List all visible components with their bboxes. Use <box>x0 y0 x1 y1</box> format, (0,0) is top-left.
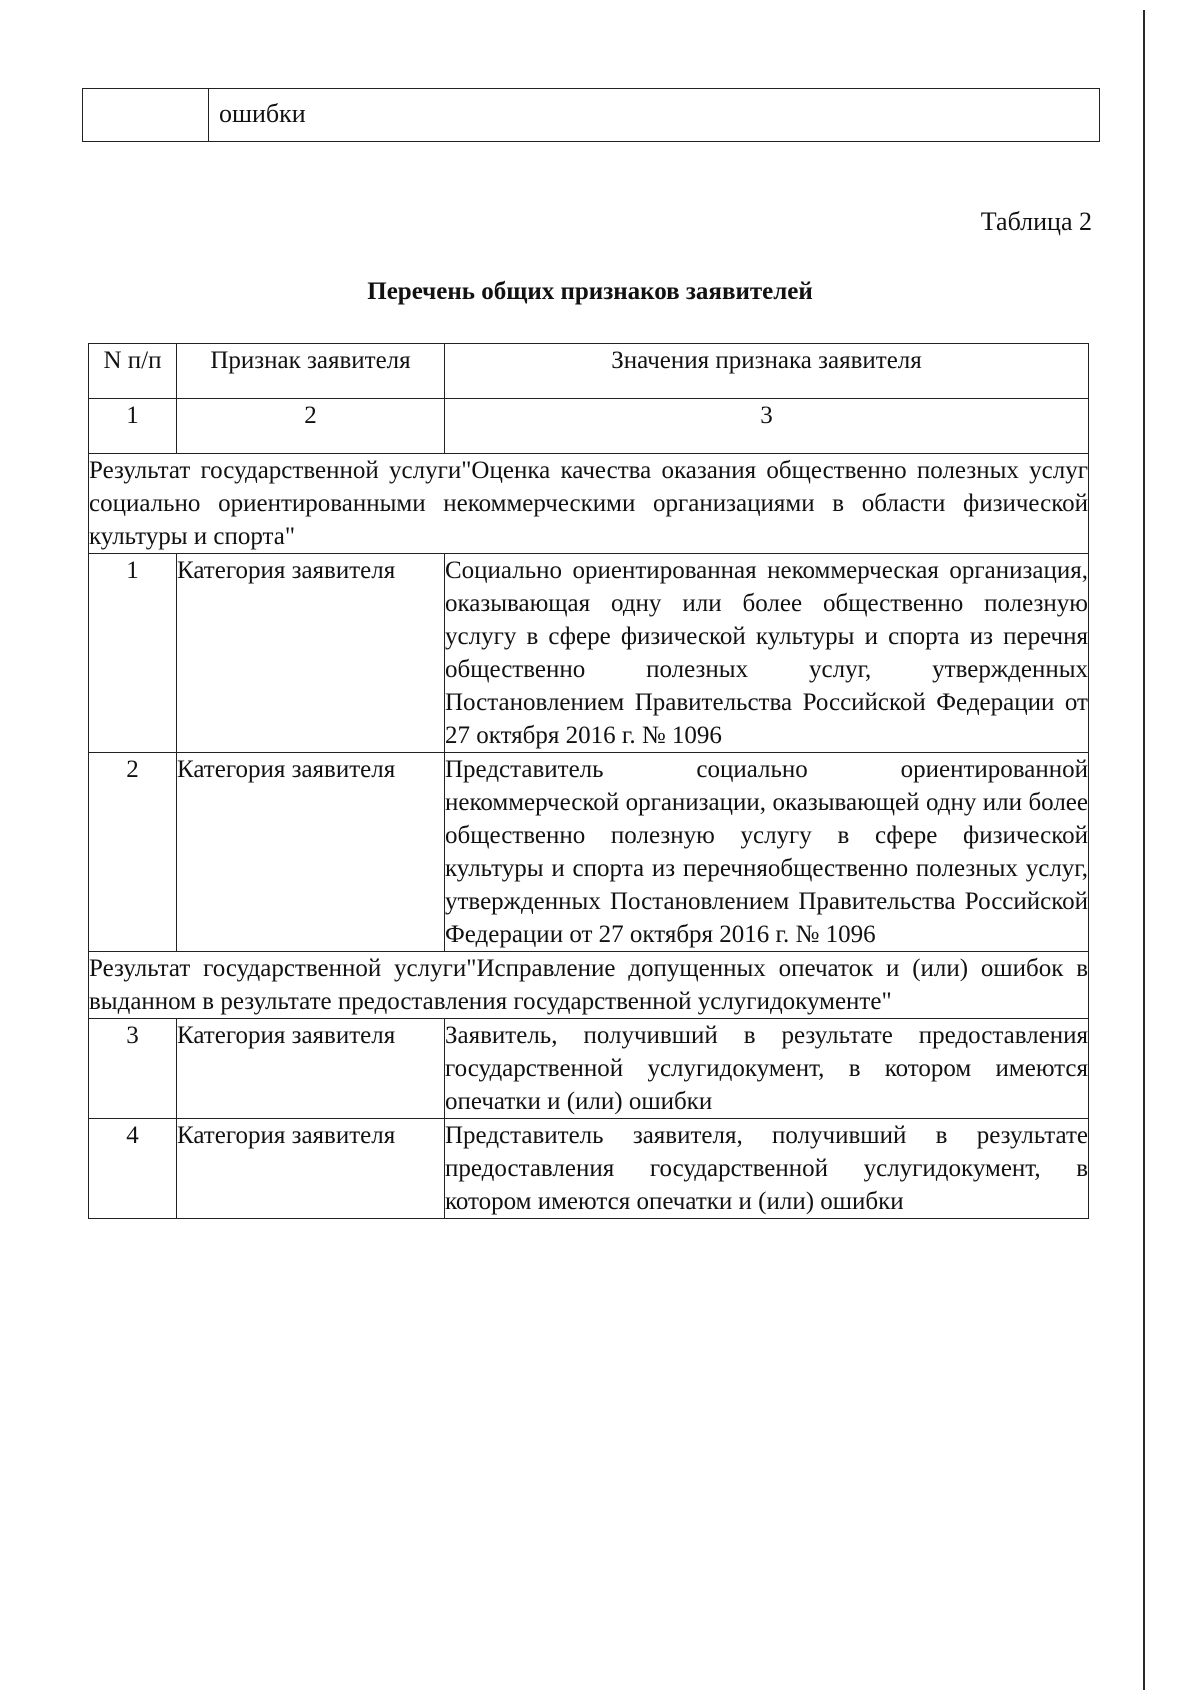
row-feature: Категория заявителя <box>177 554 445 753</box>
row-feature: Категория заявителя <box>177 1019 445 1119</box>
row-number: 3 <box>89 1019 177 1119</box>
row-number: 1 <box>89 554 177 753</box>
table-row <box>89 753 1089 952</box>
section-row <box>89 952 1089 1019</box>
header-number: N п/п <box>89 344 177 399</box>
table-header-row <box>89 344 1089 399</box>
section-row <box>89 454 1089 554</box>
row-feature: Категория заявителя <box>177 1119 445 1219</box>
table-row <box>89 1019 1089 1119</box>
column-number-2: 2 <box>177 399 445 454</box>
table-label: Таблица 2 <box>980 207 1092 236</box>
row-feature: Категория заявителя <box>177 753 445 952</box>
row-number: 2 <box>89 753 177 952</box>
page-edge-line <box>1143 10 1145 1690</box>
table-row <box>89 1119 1089 1219</box>
row-value: Социально ориентированная некоммерческая организация, оказывающая одну или более общественно полезную услугу в сфере физической культуры и спорта из перечня общественно полезных услуг, утвержденных Постановлением Правительства Российской Федерации от 27 октября 2016 г. № 1096 <box>445 554 1089 753</box>
fragment-text-cell: ошибки <box>219 99 306 128</box>
column-number-1: 1 <box>89 399 177 454</box>
section-title: Результат государственной услуги"Оценка качества оказания общественно полезных услуг социально ориентированными некоммерческими организациями в области физической культуры и спорта" <box>89 454 1089 554</box>
header-value: Значения признака заявителя <box>445 344 1089 399</box>
fragment-empty-cell <box>83 89 209 141</box>
previous-table-fragment <box>82 88 1100 142</box>
row-number: 4 <box>89 1119 177 1219</box>
section-title: Результат государственной услуги"Исправление допущенных опечаток и (или) ошибок в выданном в результате предоставления государственной услугидокументе" <box>89 952 1089 1019</box>
table-row <box>89 554 1089 753</box>
row-value: Представитель заявителя, получивший в результате предоставления государственной услугидокумент, в котором имеются опечатки и (или) ошибки <box>445 1119 1089 1219</box>
column-number-3: 3 <box>445 399 1089 454</box>
document-title: Перечень общих признаков заявителей <box>367 278 813 305</box>
row-value: Представитель социально ориентированной некоммерческой организации, оказывающей одну или более общественно полезную услугу в сфере физической культуры и спорта из перечняобщественно полезных услуг, утвержденных Постановлением Правительства Российской Федерации от 27 октября 2016 г. № 1096 <box>445 753 1089 952</box>
row-value: Заявитель, получивший в результате предоставления государственной услугидокумент, в котором имеются опечатки и (или) ошибки <box>445 1019 1089 1119</box>
applicant-features-table <box>88 343 1089 1219</box>
column-number-row <box>89 399 1089 454</box>
header-feature: Признак заявителя <box>177 344 445 399</box>
